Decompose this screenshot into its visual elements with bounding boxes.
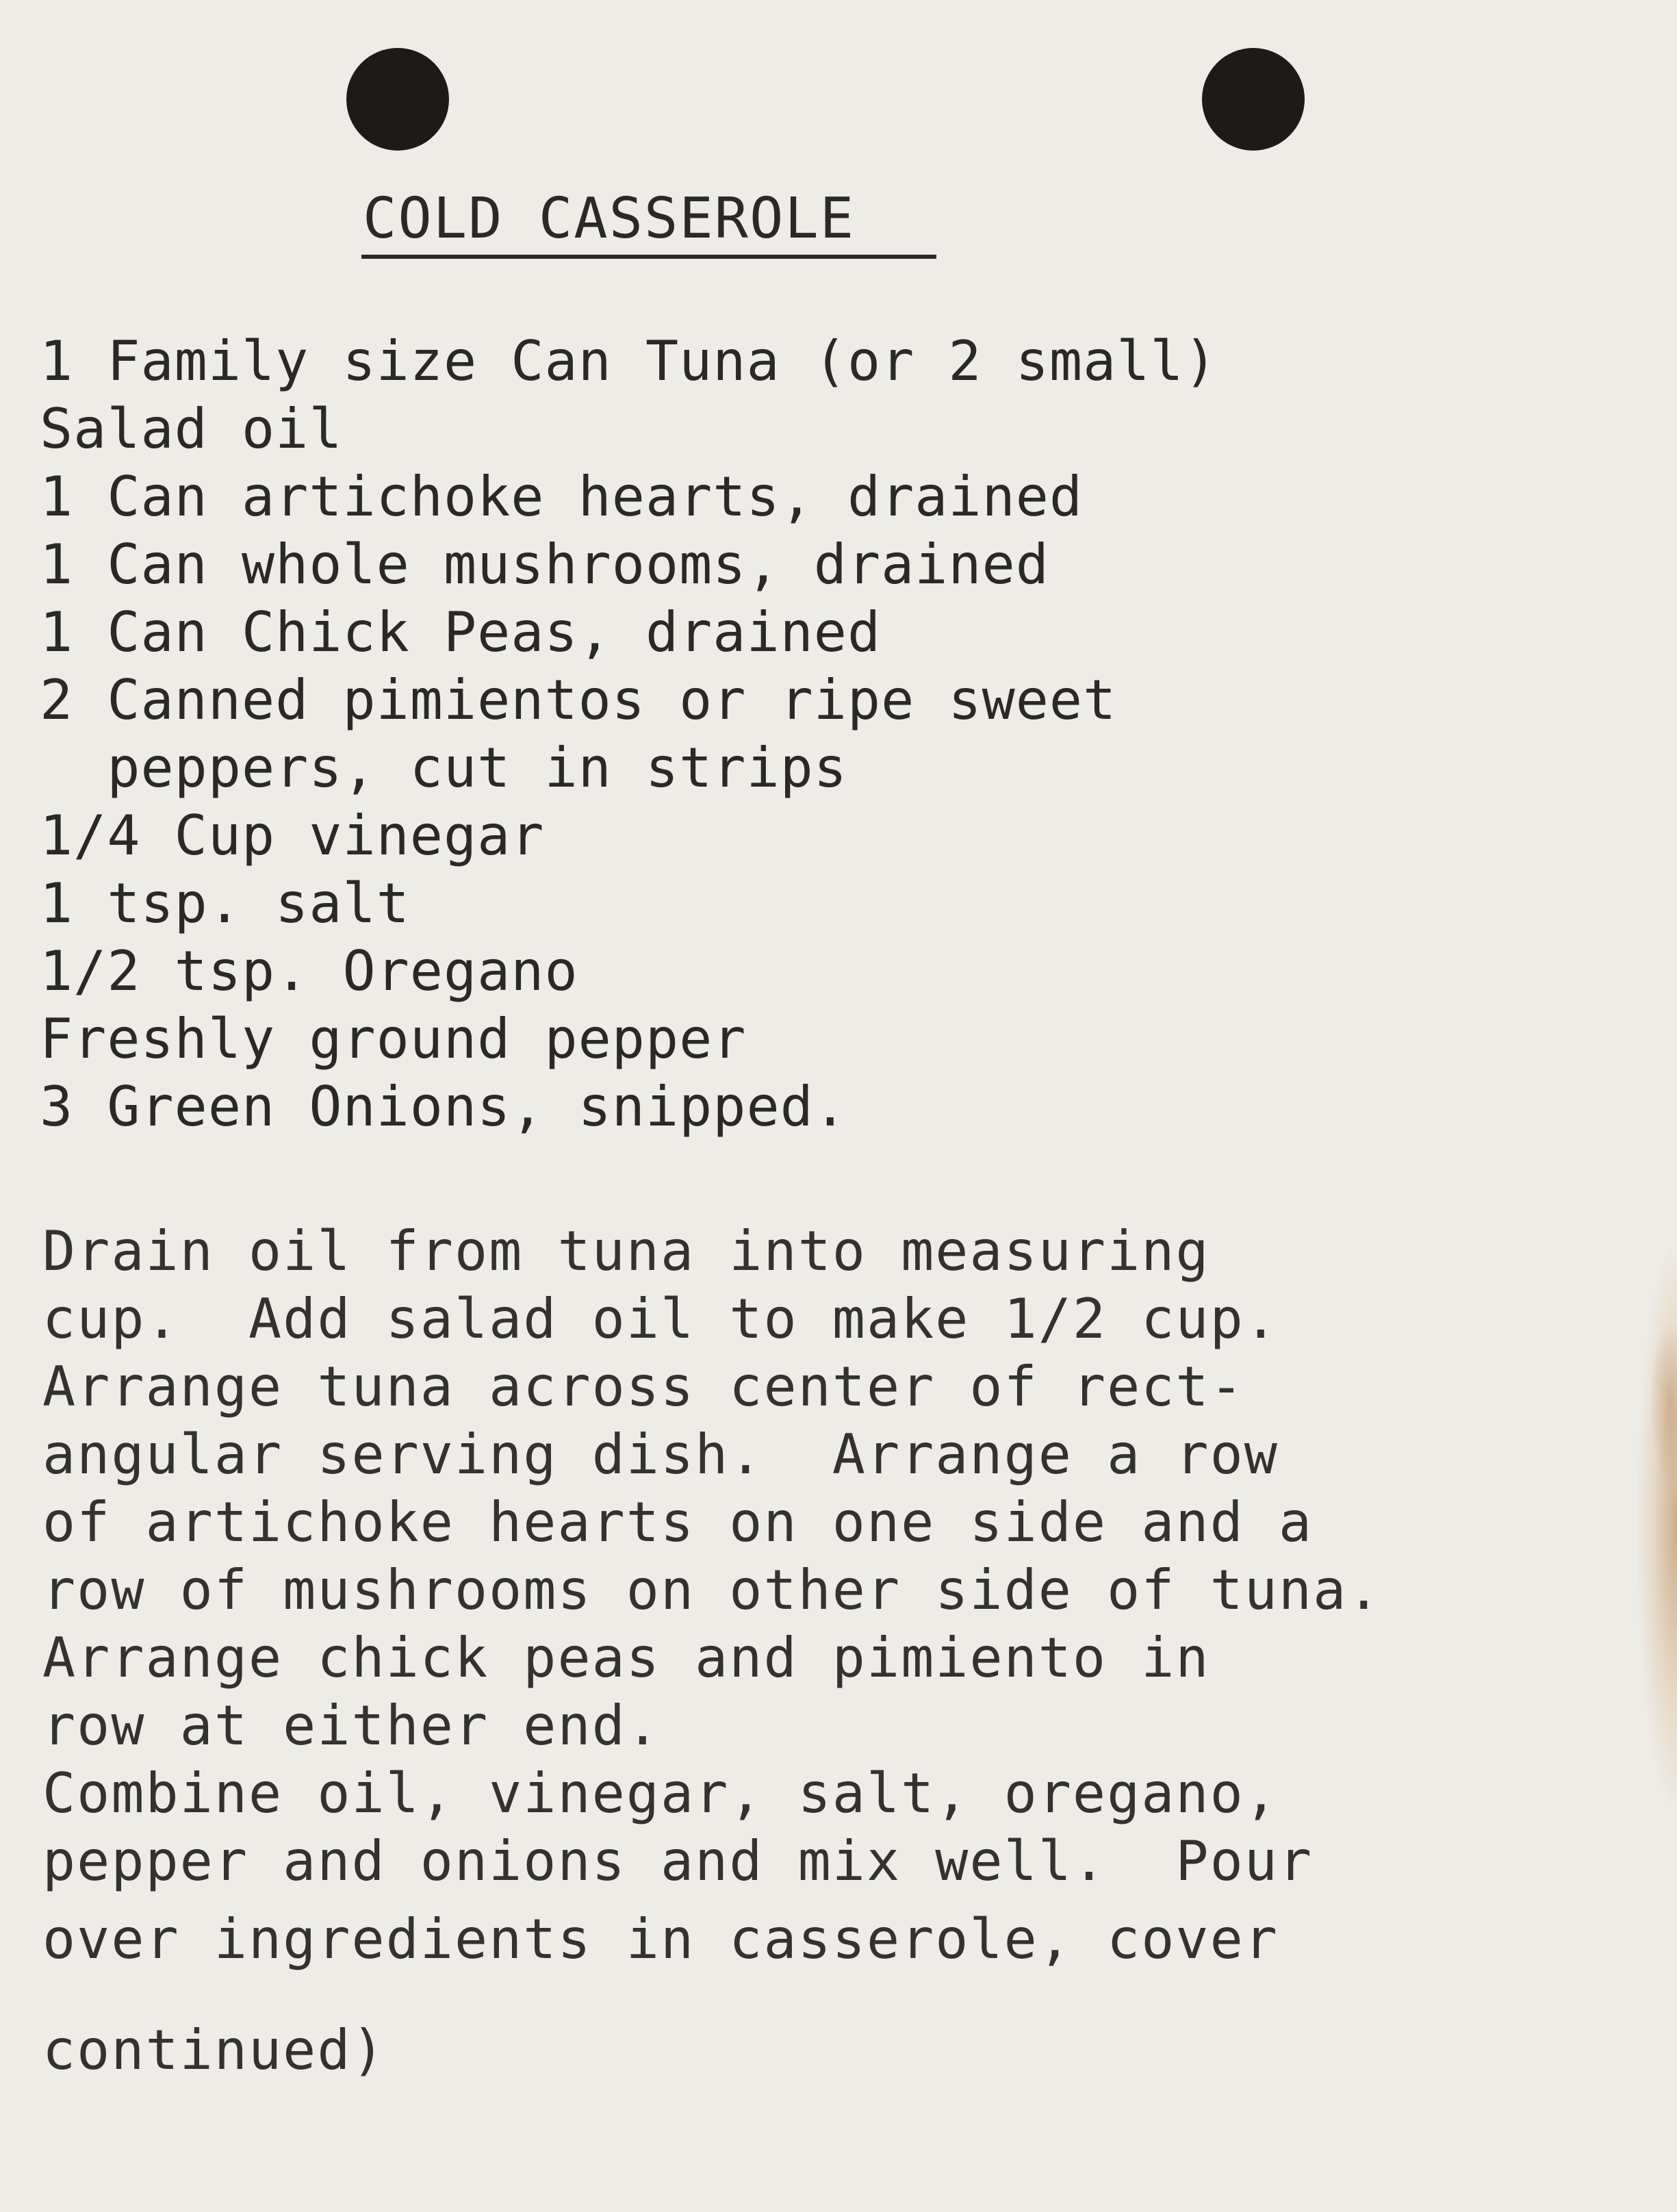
ingredient-line: 1/2 tsp. Oregano xyxy=(40,939,578,1003)
instruction-line: Drain oil from tuna into measuring xyxy=(42,1219,1210,1283)
ingredient-line: 3 Green Onions, snipped. xyxy=(40,1075,847,1139)
instruction-line: Arrange tuna across center of rect- xyxy=(42,1355,1244,1419)
ingredient-line: 1 Can whole mushrooms, drained xyxy=(40,533,1049,596)
instruction-line: row of mushrooms on other side of tuna. xyxy=(42,1558,1382,1622)
ingredient-line: 1 Family size Can Tuna (or 2 small) xyxy=(40,329,1218,393)
instruction-line: row at either end. xyxy=(42,1694,661,1757)
instruction-line: Arrange chick peas and pimiento in xyxy=(42,1626,1210,1690)
ingredient-line: Freshly ground pepper xyxy=(40,1007,747,1071)
instruction-line: Combine oil, vinegar, salt, oregano, xyxy=(42,1762,1279,1825)
title-underline xyxy=(361,255,936,259)
instruction-line: angular serving dish. Arrange a row xyxy=(42,1423,1279,1486)
ingredient-line: 1/4 Cup vinegar xyxy=(40,804,545,867)
punch-hole-left xyxy=(346,48,449,151)
instruction-line: cup. Add salad oil to make 1/2 cup. xyxy=(42,1287,1279,1351)
ingredient-line: 1 Can Chick Peas, drained xyxy=(40,600,882,664)
instructions-block xyxy=(42,1217,1381,1984)
punch-hole-right xyxy=(1202,48,1305,151)
ingredient-line: peppers, cut in strips xyxy=(40,736,847,800)
instruction-line: of artichoke hearts on one side and a xyxy=(42,1490,1314,1554)
ingredient-line: 1 Can artichoke hearts, drained xyxy=(40,465,1084,529)
instruction-line: over ingredients in casserole, cover xyxy=(42,1907,1279,1971)
continued-note: continued) xyxy=(42,2018,386,2082)
recipe-title: COLD CASSEROLE xyxy=(363,186,856,251)
ingredient-line: Salad oil xyxy=(40,397,343,461)
ingredient-list xyxy=(40,327,1218,1141)
instruction-line: pepper and onions and mix well. Pour xyxy=(42,1829,1314,1893)
ingredient-line: 2 Canned pimientos or ripe sweet xyxy=(40,668,1117,732)
ingredient-line: 1 tsp. salt xyxy=(40,872,410,935)
